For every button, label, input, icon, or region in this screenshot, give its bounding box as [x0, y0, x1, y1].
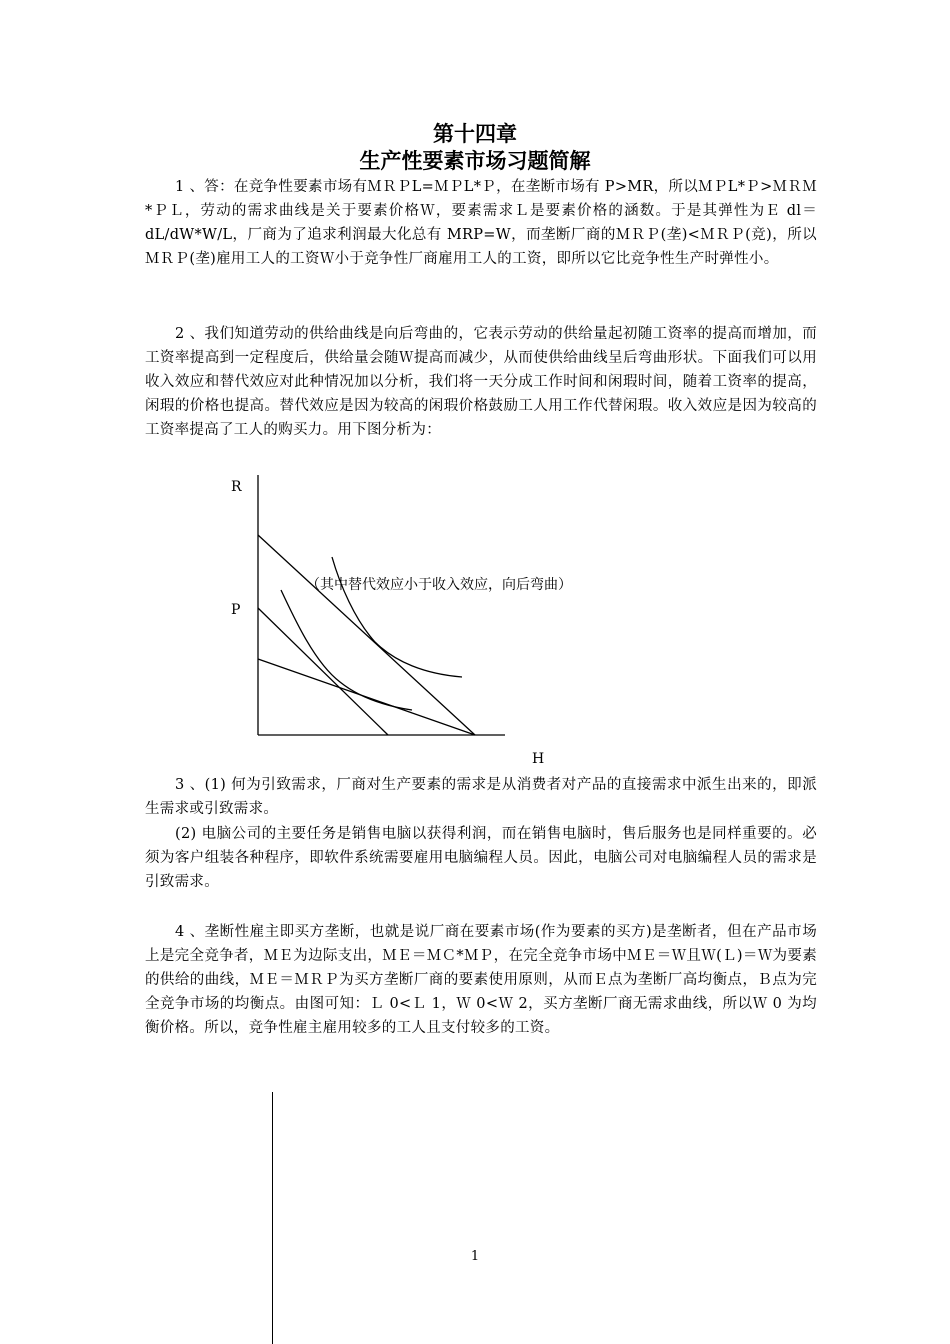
next-figure-axis: [272, 1092, 273, 1344]
x-axis-label: H: [532, 751, 545, 767]
answer-paragraph-4: 4 、垄断性雇主即买方垄断，也就是说厂商在要素市场(作为要素的买方)是垄断者，但在产品市场上是完全竞争者，ＭＥ为边际支出，ＭＥ＝ＭＣ*ＭＰ，在完全竞争市场中ＭＥ＝Ｗ且Ｗ(Ｌ)＝Ｗ为要素的供给的曲线，ＭＥ＝ＭＲＰ为买方垄断厂商的要素使用原则，从而Ｅ点为垄断厂高均衡点，Ｂ点为完全竞争市场的均衡点。由图可知：Ｌ 0<Ｌ 1，Ｗ 0<Ｗ 2，买方垄断厂商无需求曲线，所以Ｗ 0 为均衡价格。所以，竞争性雇主雇用较多的工人且支付较多的工资。: [145, 924, 817, 1036]
y-axis-label: R: [231, 479, 242, 495]
indifference-curve-upper: [332, 557, 462, 677]
page-title: 生产性要素市场习题简解: [359, 149, 591, 173]
answer-paragraph-1: 1 、答：在竞争性要素市场有ＭＲＰL=ＭＰL*Ｐ，在垄断市场有 P>MR，所以ＭＰL*Ｐ>ＭＲＭ*ＰＬ，劳动的需求曲线是关于要素价格Ｗ，要素需求Ｌ是要素价格的涵数。于是其弹性为Ｅ dl＝dL/dW*W/L，厂商为了追求利润最大化总有 MRP=W，而垄断厂商的ＭＲＰ(垄)<ＭＲＰ(竞)，所以ＭＲＰ(垄)雇用工人的工资Ｗ小于竞争性厂商雇用工人的工资，即所以它比竞争性生产时弹性小。: [145, 179, 817, 267]
answer-paragraph-2: 2 、我们知道劳动的供给曲线是向后弯曲的，它表示劳动的供给量起初随工资率的提高而增加，而工资率提高到一定程度后，供给量会随Ｗ提高而减少，从而使供给曲线呈后弯曲形状。下面我们可以用收入效应和替代效应对此种情况加以分析，我们将一天分成工作时间和闲瑕时间，随着工资率的提高，闲瑕的价格也提高。替代效应是因为较高的闲瑕价格鼓励工人用工作代替闲瑕。收入效应是因为较高的工资率提高了工人的购买力。用下图分析为：: [145, 326, 817, 438]
labor-supply-diagram: [200, 470, 650, 770]
answer-paragraph-3-part-2: (2) 电脑公司的主要任务是销售电脑以获得利润，而在销售电脑时，售后服务也是同样重要的。必须为客户组装各种程序，即软件系统需要雇用电脑编程人员。因此，电脑公司对电脑编程人员的需求是引致需求。: [145, 826, 817, 890]
budget-line-high: [258, 535, 475, 735]
chapter-heading: 第十四章: [433, 122, 517, 146]
answer-paragraph-3: 3 、(1) 何为引致需求，厂商对生产要素的需求是从消费者对产品的直接需求中派生出来的，即派生需求或引致需求。: [145, 777, 817, 817]
figure-annotation: （其中替代效应小于收入效应，向后弯曲）: [306, 577, 572, 593]
price-label: P: [231, 602, 241, 618]
budget-line-steep: [258, 608, 388, 735]
page-number: 1: [470, 1249, 480, 1264]
